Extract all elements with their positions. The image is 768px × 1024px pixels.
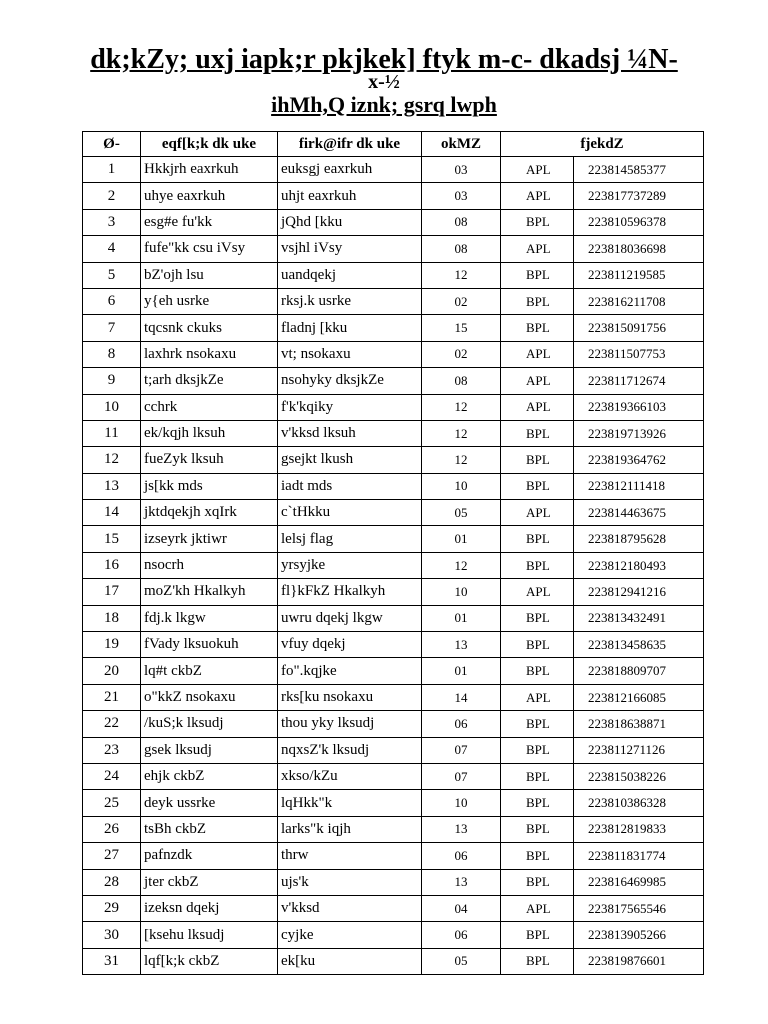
cell-father-name: lqHkk"k — [278, 790, 422, 816]
cell-card-number: 223813432491 — [574, 605, 704, 631]
cell-serial: 22 — [83, 711, 141, 737]
cell-name: uhye eaxrkuh — [141, 183, 278, 209]
cell-ward: 15 — [422, 315, 501, 341]
cell-card-number: 223811831774 — [574, 843, 704, 869]
page-title: dk;kZy; uxj iapk;r pkjkek] ftyk m-c- dkadsj ¼N- — [90, 44, 678, 75]
cell-card-number: 223813458635 — [574, 632, 704, 658]
cell-serial: 7 — [83, 315, 141, 341]
cell-father-name: rks[ku nsokaxu — [278, 684, 422, 710]
cell-category: APL — [501, 341, 574, 367]
table-row — [83, 816, 704, 842]
cell-name: t;arh dksjkZe — [141, 368, 278, 394]
cell-father-name: vfuy dqekj — [278, 632, 422, 658]
cell-father-name: thrw — [278, 843, 422, 869]
cell-father-name: uhjt eaxrkuh — [278, 183, 422, 209]
table-row — [83, 157, 704, 183]
column-header-remark: fjekdZ — [501, 132, 704, 157]
cell-ward: 10 — [422, 473, 501, 499]
table-row — [83, 763, 704, 789]
cell-card-number: 223816211708 — [574, 288, 704, 314]
cell-ward: 07 — [422, 763, 501, 789]
cell-category: BPL — [501, 922, 574, 948]
cell-card-number: 223815091756 — [574, 315, 704, 341]
cell-serial: 6 — [83, 288, 141, 314]
cell-category: BPL — [501, 869, 574, 895]
column-header-serial: Ø- — [83, 132, 141, 157]
cell-card-number: 223817737289 — [574, 183, 704, 209]
table-row — [83, 869, 704, 895]
cell-name: nsocrh — [141, 552, 278, 578]
table-row — [83, 579, 704, 605]
cell-card-number: 223816469985 — [574, 869, 704, 895]
table-row — [83, 420, 704, 446]
cell-card-number: 223810386328 — [574, 790, 704, 816]
cell-card-number: 223812819833 — [574, 816, 704, 842]
table-row — [83, 368, 704, 394]
table-row — [83, 183, 704, 209]
table-row — [83, 315, 704, 341]
cell-father-name: thou yky lksudj — [278, 711, 422, 737]
cell-name: laxhrk nsokaxu — [141, 341, 278, 367]
cell-name: esg#e fu'kk — [141, 209, 278, 235]
cell-card-number: 223818795628 — [574, 526, 704, 552]
cell-serial: 26 — [83, 816, 141, 842]
cell-card-number: 223814585377 — [574, 157, 704, 183]
cell-ward: 10 — [422, 579, 501, 605]
cell-category: BPL — [501, 209, 574, 235]
table-row — [83, 236, 704, 262]
cell-ward: 05 — [422, 948, 501, 974]
cell-serial: 5 — [83, 262, 141, 288]
cell-father-name: f'k'kqiky — [278, 394, 422, 420]
cell-card-number: 223813905266 — [574, 922, 704, 948]
cell-serial: 13 — [83, 473, 141, 499]
cell-ward: 02 — [422, 341, 501, 367]
cell-ward: 02 — [422, 288, 501, 314]
cell-serial: 2 — [83, 183, 141, 209]
cell-name: fVady lksuokuh — [141, 632, 278, 658]
cell-serial: 27 — [83, 843, 141, 869]
table-row — [83, 895, 704, 921]
cell-card-number: 223812166085 — [574, 684, 704, 710]
cell-name: moZ'kh Hkalkyh — [141, 579, 278, 605]
table-row — [83, 605, 704, 631]
cell-category: BPL — [501, 763, 574, 789]
cell-name: jktdqekjh xqIrk — [141, 500, 278, 526]
cell-category: BPL — [501, 711, 574, 737]
cell-father-name: fl}kFkZ Hkalkyh — [278, 579, 422, 605]
cell-ward: 13 — [422, 869, 501, 895]
cell-father-name: xkso/kZu — [278, 763, 422, 789]
cell-card-number: 223814463675 — [574, 500, 704, 526]
cell-name: [ksehu lksudj — [141, 922, 278, 948]
cell-ward: 10 — [422, 790, 501, 816]
cell-father-name: jQhd [kku — [278, 209, 422, 235]
table-row — [83, 632, 704, 658]
cell-name: izeksn dqekj — [141, 895, 278, 921]
cell-card-number: 223812941216 — [574, 579, 704, 605]
cell-father-name: rksj.k usrke — [278, 288, 422, 314]
cell-card-number: 223819876601 — [574, 948, 704, 974]
cell-category: BPL — [501, 420, 574, 446]
column-header-ward: okMZ — [422, 132, 501, 157]
table-header-row — [83, 132, 704, 157]
cell-name: pafnzdk — [141, 843, 278, 869]
cell-serial: 3 — [83, 209, 141, 235]
cell-name: fdj.k lkgw — [141, 605, 278, 631]
cell-father-name: fladnj [kku — [278, 315, 422, 341]
cell-serial: 17 — [83, 579, 141, 605]
cell-serial: 28 — [83, 869, 141, 895]
cell-father-name: ujs'k — [278, 869, 422, 895]
cell-serial: 10 — [83, 394, 141, 420]
cell-serial: 1 — [83, 157, 141, 183]
cell-name: deyk ussrke — [141, 790, 278, 816]
cell-card-number: 223815038226 — [574, 763, 704, 789]
cell-ward: 13 — [422, 816, 501, 842]
cell-name: jter ckbZ — [141, 869, 278, 895]
cell-father-name: fo".kqjke — [278, 658, 422, 684]
cell-name: gsek lksudj — [141, 737, 278, 763]
cell-ward: 12 — [422, 262, 501, 288]
cell-father-name: vsjhl iVsy — [278, 236, 422, 262]
cell-name: /kuS;k lksudj — [141, 711, 278, 737]
cell-ward: 01 — [422, 605, 501, 631]
cell-serial: 11 — [83, 420, 141, 446]
table-row — [83, 658, 704, 684]
cell-serial: 25 — [83, 790, 141, 816]
cell-card-number: 223818638871 — [574, 711, 704, 737]
cell-category: APL — [501, 500, 574, 526]
cell-category: APL — [501, 368, 574, 394]
cell-category: BPL — [501, 447, 574, 473]
cell-category: BPL — [501, 816, 574, 842]
cell-serial: 8 — [83, 341, 141, 367]
cell-father-name: euksgj eaxrkuh — [278, 157, 422, 183]
cell-card-number: 223819713926 — [574, 420, 704, 446]
cell-father-name: uwru dqekj lkgw — [278, 605, 422, 631]
cell-card-number: 223819366103 — [574, 394, 704, 420]
cell-serial: 29 — [83, 895, 141, 921]
cell-father-name: nsohyky dksjkZe — [278, 368, 422, 394]
cell-category: BPL — [501, 315, 574, 341]
table-row — [83, 922, 704, 948]
cell-serial: 15 — [83, 526, 141, 552]
cell-father-name: c`tHkku — [278, 500, 422, 526]
cell-name: Hkkjrh eaxrkuh — [141, 157, 278, 183]
cell-ward: 12 — [422, 447, 501, 473]
cell-ward: 07 — [422, 737, 501, 763]
column-header-father-name: firk@ifr dk uke — [278, 132, 422, 157]
cell-ward: 04 — [422, 895, 501, 921]
cell-name: tsBh ckbZ — [141, 816, 278, 842]
cell-category: BPL — [501, 948, 574, 974]
cell-serial: 19 — [83, 632, 141, 658]
cell-serial: 24 — [83, 763, 141, 789]
cell-ward: 12 — [422, 552, 501, 578]
cell-card-number: 223819364762 — [574, 447, 704, 473]
cell-category: BPL — [501, 790, 574, 816]
cell-name: lq#t ckbZ — [141, 658, 278, 684]
cell-father-name: ek[ku — [278, 948, 422, 974]
beneficiary-table — [82, 131, 704, 975]
cell-father-name: cyjke — [278, 922, 422, 948]
cell-father-name: vt; nsokaxu — [278, 341, 422, 367]
cell-name: lqf[k;k ckbZ — [141, 948, 278, 974]
cell-name: ehjk ckbZ — [141, 763, 278, 789]
cell-father-name: larks"k iqjh — [278, 816, 422, 842]
cell-card-number: 223811712674 — [574, 368, 704, 394]
table-row — [83, 711, 704, 737]
cell-father-name: v'kksd — [278, 895, 422, 921]
cell-serial: 30 — [83, 922, 141, 948]
cell-ward: 14 — [422, 684, 501, 710]
cell-father-name: iadt mds — [278, 473, 422, 499]
cell-serial: 4 — [83, 236, 141, 262]
cell-ward: 12 — [422, 394, 501, 420]
cell-category: BPL — [501, 526, 574, 552]
cell-category: BPL — [501, 288, 574, 314]
page-subtitle: ihMh,Q iznk; gsrq lwph — [271, 92, 497, 117]
cell-card-number: 223811271126 — [574, 737, 704, 763]
table-row — [83, 288, 704, 314]
cell-father-name: yrsyjke — [278, 552, 422, 578]
cell-card-number: 223811507753 — [574, 341, 704, 367]
table-row — [83, 843, 704, 869]
cell-ward: 12 — [422, 420, 501, 446]
cell-name: ek/kqjh lksuh — [141, 420, 278, 446]
cell-father-name: v'kksd lksuh — [278, 420, 422, 446]
cell-father-name: nqxsZ'k lksudj — [278, 737, 422, 763]
cell-serial: 21 — [83, 684, 141, 710]
cell-category: BPL — [501, 658, 574, 684]
table-row — [83, 684, 704, 710]
cell-serial: 12 — [83, 447, 141, 473]
cell-ward: 06 — [422, 843, 501, 869]
cell-serial: 18 — [83, 605, 141, 631]
cell-serial: 23 — [83, 737, 141, 763]
table-row — [83, 552, 704, 578]
cell-serial: 9 — [83, 368, 141, 394]
cell-ward: 03 — [422, 157, 501, 183]
cell-category: BPL — [501, 262, 574, 288]
cell-category: BPL — [501, 737, 574, 763]
cell-category: BPL — [501, 632, 574, 658]
cell-ward: 06 — [422, 711, 501, 737]
cell-ward: 03 — [422, 183, 501, 209]
cell-name: bZ'ojh lsu — [141, 262, 278, 288]
cell-card-number: 223818809707 — [574, 658, 704, 684]
cell-name: fufe"kk csu iVsy — [141, 236, 278, 262]
cell-category: APL — [501, 895, 574, 921]
table-row — [83, 500, 704, 526]
cell-ward: 06 — [422, 922, 501, 948]
cell-category: APL — [501, 236, 574, 262]
cell-name: tqcsnk ckuks — [141, 315, 278, 341]
cell-name: cchrk — [141, 394, 278, 420]
cell-ward: 08 — [422, 209, 501, 235]
table-row — [83, 394, 704, 420]
cell-card-number: 223810596378 — [574, 209, 704, 235]
cell-category: APL — [501, 394, 574, 420]
cell-ward: 08 — [422, 236, 501, 262]
cell-category: APL — [501, 579, 574, 605]
table-row — [83, 948, 704, 974]
table-row — [83, 209, 704, 235]
cell-card-number: 223812180493 — [574, 552, 704, 578]
cell-name: o"kkZ nsokaxu — [141, 684, 278, 710]
cell-category: APL — [501, 183, 574, 209]
cell-card-number: 223811219585 — [574, 262, 704, 288]
cell-father-name: gsejkt lkush — [278, 447, 422, 473]
cell-ward: 05 — [422, 500, 501, 526]
page-title-overflow: x-½ — [368, 75, 400, 89]
cell-ward: 13 — [422, 632, 501, 658]
cell-father-name: lelsj flag — [278, 526, 422, 552]
table-body — [83, 157, 704, 975]
cell-category: APL — [501, 157, 574, 183]
cell-serial: 16 — [83, 552, 141, 578]
cell-father-name: uandqekj — [278, 262, 422, 288]
cell-ward: 01 — [422, 526, 501, 552]
cell-name: y{eh usrke — [141, 288, 278, 314]
cell-card-number: 223818036698 — [574, 236, 704, 262]
cell-category: BPL — [501, 473, 574, 499]
cell-category: BPL — [501, 843, 574, 869]
cell-category: BPL — [501, 552, 574, 578]
table-row — [83, 526, 704, 552]
cell-serial: 20 — [83, 658, 141, 684]
table-row — [83, 473, 704, 499]
cell-name: js[kk mds — [141, 473, 278, 499]
cell-card-number: 223812111418 — [574, 473, 704, 499]
table-row — [83, 737, 704, 763]
table-row — [83, 262, 704, 288]
table-row — [83, 790, 704, 816]
cell-category: BPL — [501, 605, 574, 631]
cell-ward: 01 — [422, 658, 501, 684]
cell-serial: 31 — [83, 948, 141, 974]
column-header-name: eqf[k;k dk uke — [141, 132, 278, 157]
cell-ward: 08 — [422, 368, 501, 394]
cell-name: fueZyk lksuh — [141, 447, 278, 473]
cell-name: izseyrk jktiwr — [141, 526, 278, 552]
cell-category: APL — [501, 684, 574, 710]
cell-card-number: 223817565546 — [574, 895, 704, 921]
cell-serial: 14 — [83, 500, 141, 526]
table-row — [83, 447, 704, 473]
table-row — [83, 341, 704, 367]
